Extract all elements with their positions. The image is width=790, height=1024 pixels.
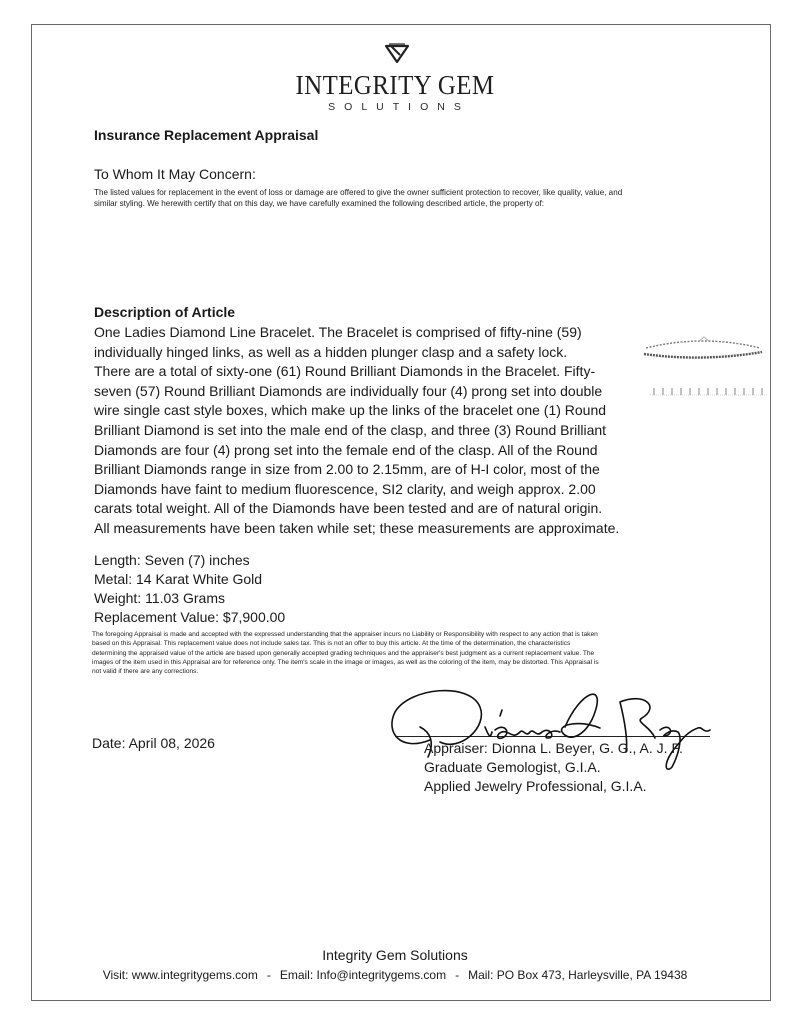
- description-line: Brilliant Diamond is set into the male end of the clasp, and three (3) Round Brilliant: [94, 421, 607, 438]
- spec-replacement-value: Replacement Value: $7,900.00: [94, 609, 286, 625]
- description-line: carats total weight. All of the Diamonds have been tested and are of natural origin.: [94, 500, 603, 517]
- appraiser-name: Appraiser: Dionna L. Beyer, G. G., A. J. P.: [424, 740, 683, 756]
- spec-weight: Weight: 11.03 Grams: [94, 590, 225, 606]
- description-line: seven (57) Round Brilliant Diamonds are individually four (4) prong set into double: [94, 382, 603, 399]
- disclaimer-line: images of the item used in this Appraisal are for reference only. The item's scale in the image or images, as well as the coloring of the item, may be distorted. This Appraisal is: [92, 658, 599, 666]
- description-line: Diamonds have faint to medium fluorescence, SI2 clarity, and weigh approx. 2.00: [94, 480, 596, 497]
- intro-line: similar styling. We herewith certify that on this day, we have carefully examined the following described article, the property of:: [94, 199, 545, 208]
- disclaimer: [92, 630, 712, 676]
- disclaimer-line: determining the appraised value of the article are based upon generally accepted grading techniques and the appraiser's best judgment as a current replacement value. The: [92, 649, 595, 657]
- description-body: [94, 323, 654, 539]
- description-line: All measurements have been taken while set; these measurements are approximate.: [94, 519, 620, 536]
- disclaimer-line: based on this Appraisal. This replacement value does not include sales tax. This is not an offer to buy this article. At the time of the determination, the characteristics: [92, 640, 571, 648]
- document-title: Insurance Replacement Appraisal: [94, 127, 319, 143]
- footer-mail-address: Mail: PO Box 473, Harleysville, PA 19438: [468, 968, 688, 982]
- description-line: There are a total of sixty-one (61) Round Brilliant Diamonds in the Bracelet. Fifty-: [94, 363, 596, 380]
- bracelet-image: [638, 328, 768, 368]
- footer-website-link[interactable]: Visit: www.integritygems.com: [102, 968, 258, 982]
- footer-separator: -: [455, 968, 460, 982]
- description-line: One Ladies Diamond Line Bracelet. The Bracelet is comprised of fifty-nine (59): [94, 324, 582, 340]
- diamond-icon: [384, 42, 410, 64]
- greeting: To Whom It May Concern:: [94, 166, 256, 182]
- disclaimer-line: The foregoing Appraisal is made and accepted with the expressed understanding that the appraiser incurs no Liability or Responsibility with respect to any action that is taken: [92, 631, 598, 638]
- appraiser-credential-gg: Graduate Gemologist, G.I.A.: [424, 759, 601, 775]
- description-heading: Description of Article: [94, 304, 236, 320]
- description-line: wire single cast style boxes, which make up the links of the bracelet one (1) Round: [94, 402, 607, 419]
- footer-contact: [0, 968, 790, 982]
- description-line: individually hinged links, as well as a hidden plunger clasp and a safety lock.: [94, 343, 568, 360]
- intro-line: The listed values for replacement in the event of loss or damage are offered to give the owner sufficient protection to recover, like quality, value, and: [94, 188, 623, 197]
- appraisal-date: Date: April 08, 2026: [92, 735, 215, 751]
- bracelet-links-image: [650, 385, 768, 397]
- company-logo-subtitle: SOLUTIONS: [328, 101, 470, 113]
- appraiser-credential-ajp: Applied Jewelry Professional, G.I.A.: [424, 778, 647, 794]
- spec-metal: Metal: 14 Karat White Gold: [94, 571, 263, 587]
- footer-separator: -: [266, 968, 271, 982]
- disclaimer-line: not valid if there are any corrections.: [92, 668, 199, 676]
- footer-email-link[interactable]: Email: Info@integritygems.com: [279, 968, 447, 982]
- description-line: Brilliant Diamonds range in size from 2.00 to 2.15mm, are of H-I color, most of the: [94, 461, 600, 478]
- description-line: Diamonds are four (4) prong set into the female end of the clasp. All of the Round: [94, 441, 598, 458]
- company-logo-name: INTEGRITY GEM: [295, 70, 495, 100]
- footer-company-name: Integrity Gem Solutions: [322, 947, 468, 963]
- spec-length: Length: Seven (7) inches: [94, 552, 250, 568]
- intro-paragraph: [94, 187, 714, 209]
